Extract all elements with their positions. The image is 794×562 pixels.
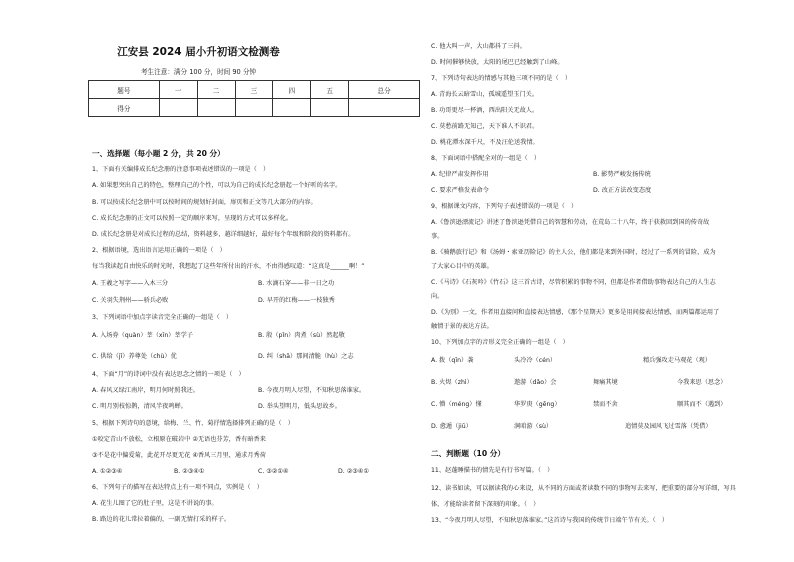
option-word: 顺其而不（遇到） bbox=[677, 401, 727, 408]
option-line: B. ②③④① bbox=[174, 468, 205, 475]
question-line: 3、下列词语中加点字读音完全正确的一组是（ ） bbox=[92, 314, 233, 321]
score-cell[interactable] bbox=[159, 99, 197, 117]
option-line: C. ③②①④ bbox=[258, 468, 289, 475]
question-line: 4、下面“月”的诗词中没有表达思念之情的一项是（ ） bbox=[92, 371, 245, 378]
option-word: 华罗庚（gēng） bbox=[514, 401, 561, 408]
score-header-cell: 总分 bbox=[349, 81, 420, 99]
option-line: A. ①②③④ bbox=[92, 468, 123, 475]
score-cell[interactable] bbox=[311, 99, 349, 117]
question-line: 5、根据下列诗句的意境，给梅、兰、竹、菊抒情选择排列正确的是（ ） bbox=[92, 420, 294, 427]
option-line: C. 关羽失荆州——骄兵必败 bbox=[92, 297, 169, 304]
option-line: B. 水滴石穿——非一日之功 bbox=[258, 280, 335, 287]
option-line: A. 拨（qīn）袭 bbox=[431, 357, 474, 364]
right-column bbox=[397, 0, 794, 562]
option-line: C.《马诗》《石灰吟》《竹石》这三首古诗，尽管积累的事物不同，但都是作者借助事物表达自己的人生志 bbox=[431, 279, 716, 286]
option-line: C. 懵（méng）懂 bbox=[431, 401, 482, 408]
score-table-score-row bbox=[89, 99, 420, 117]
score-cell[interactable] bbox=[273, 99, 311, 117]
option-line: C. 莫愁前路无知己，天下谁人不识君。 bbox=[431, 123, 539, 130]
score-header-cell: 题号 bbox=[89, 81, 160, 99]
option-line: D. 早开的红梅——一枝独秀 bbox=[258, 297, 335, 304]
question-line: 每当我读起自由快乐的时光时，我想起了这些年所付出的汗水，不由得感叹道：“这真是______啊！” bbox=[92, 263, 365, 270]
score-header-cell: 二 bbox=[197, 81, 235, 99]
option-line: B.《骑鹅旅行记》和《汤姆・索亚历险记》的主人公，他们都是来到外国时，经过了一系列的冒险，成为 bbox=[431, 249, 716, 256]
option-line: A. 入场券（quàn）莘（xīn）莘学子 bbox=[92, 332, 193, 339]
option-line: A. 花生儿图了它的肚子里，这是不讲说的事。 bbox=[92, 500, 218, 507]
question-line: B. 可以按成长纪念册中可以按时间的规划好封面，扉页和正文等几大部分的内容。 bbox=[92, 199, 317, 206]
option-line: 了大家心目中的英雄。 bbox=[431, 263, 493, 270]
score-header-cell: 五 bbox=[311, 81, 349, 99]
question-line: 7、下列诗句表达的情感与其他三项不同的是（ ） bbox=[431, 75, 572, 82]
option-line: D.《为别》一文，作者用直接问和直接表达情感，《那个星期天》更多是用间接表达情感，而两篇都运用了 bbox=[431, 309, 720, 316]
score-cell[interactable] bbox=[197, 99, 235, 117]
option-line: B. 影势严峻发扬传统 bbox=[593, 171, 651, 178]
question-line: 1、下面有关编排成长纪念册的注意事项表述错误的一项是（ ） bbox=[92, 166, 270, 173]
score-row-label: 得分 bbox=[89, 99, 160, 117]
option-word: 精兵强攻走马观花（观） bbox=[643, 357, 712, 364]
option-line: B. 殷（pǐn）肉煮（sù）然起敬 bbox=[258, 332, 345, 339]
option-word: 头冷冷（cén） bbox=[514, 357, 557, 364]
question-line: 6、下列句子的描写在表达特点上有一项不同点，实例是（ ） bbox=[92, 484, 263, 491]
section-heading-judge: 二、判断题（10 分） bbox=[431, 449, 505, 458]
score-header-cell: 三 bbox=[235, 81, 273, 99]
exam-notice: 考生注意：满分 100 分，时间 90 分钟 bbox=[140, 68, 257, 76]
option-line: B. 火烬（zhì） bbox=[431, 379, 473, 386]
question-line: 13、“今夜月明人尽望，不知秋思落谁家。”这首诗与我国的传统节日端午节有关。（ ） bbox=[431, 517, 669, 524]
question-line: 体，才能给读者留下深刻的印象。（ ） bbox=[431, 501, 540, 508]
option-line: D. 愈遁（jiū） bbox=[431, 423, 472, 430]
question-line: 8、下面词语中搭配全对的一组是（ ） bbox=[431, 155, 541, 162]
question-line: ③不是花中偏爱菊，此花开尽更无花 ④香风三月里，通求月秀荷 bbox=[92, 452, 266, 459]
section-heading-choice: 一、选择题（每小题 2 分，共 20 分） bbox=[92, 149, 225, 158]
question-line: C. 成长纪念册的正文可以按照一定的顺序来写，呈现的方式可以多样化。 bbox=[92, 215, 293, 222]
option-line: D. 纠（shā）那间清脆（hù）之志 bbox=[258, 353, 354, 360]
option-line: B. 路边的花儿常拉着偏的，一副无情打采的样子。 bbox=[92, 516, 231, 523]
option-line: A. 纪律严肃发挥作用 bbox=[431, 171, 489, 178]
question-line: 9、根据课文内容，下列句子表述错误的一项是（ ） bbox=[431, 203, 578, 210]
score-header-cell: 一 bbox=[159, 81, 197, 99]
option-line: C. 供给（jǐ）养尊处（chù）优 bbox=[92, 353, 177, 360]
score-table-header-row bbox=[89, 81, 420, 99]
option-word: 涧咱游（sù） bbox=[514, 423, 553, 430]
option-line: C. 要求严格发表命令 bbox=[431, 187, 489, 194]
question-line: 11、赵蓬睡描书的情先是有行书写篇。（ ） bbox=[431, 467, 554, 474]
question-line: 2、根据语境，选出语言运用正确的一项是（ ） bbox=[92, 247, 226, 254]
option-line: 向。 bbox=[431, 293, 444, 300]
question-line: A. 如果想突出自己的特色，整理自己的个性，可以为自己的成长纪念册起一个好听的名字。 bbox=[92, 182, 342, 189]
option-line: B. 功哥更尽一杯酒，西出阳关无故人。 bbox=[431, 107, 539, 114]
option-word: 禁而不舍 bbox=[593, 401, 618, 408]
option-line: D. 举头望明月，低头思故乡。 bbox=[258, 403, 341, 410]
question-line: 12、读书如读，可以据读我的心来设，从不同的方面或者读数不同的事物写去来写，把重要的部分写详细，写具 bbox=[431, 485, 736, 492]
option-line: A. 春风又绿江南岸，明月何时照我还。 bbox=[92, 387, 200, 394]
question-line: D. 成长纪念册是对成长过程的总结，资料越多，越详细越好，最好每个年级和阶段的资料都有。 bbox=[92, 231, 355, 238]
option-line: D. 改正方法改变态度 bbox=[593, 187, 652, 194]
option-line: 触情于景的表达方法。 bbox=[431, 323, 493, 330]
option-line: A. 王羲之写字——入木三分 bbox=[92, 280, 169, 287]
option-word: 舞痛其境 bbox=[593, 379, 618, 386]
score-header-cell: 四 bbox=[273, 81, 311, 99]
score-table bbox=[88, 80, 420, 117]
option-line: C. 他大叫一声，大山都抖了三抖。 bbox=[431, 43, 526, 50]
option-word: 遨游（dǎo）会 bbox=[514, 379, 557, 386]
option-line: A.《鲁滨逊漂流记》讲述了鲁滨逊凭借自己的智慧和劳动，在荒岛二十八年，终于获救回到国的传奇故 bbox=[431, 219, 710, 226]
score-cell[interactable] bbox=[235, 99, 273, 117]
option-line: 事。 bbox=[431, 233, 444, 240]
option-word: 追情莫及园风飞过雪落（凭借） bbox=[625, 423, 712, 430]
option-line: D. ②③④① bbox=[338, 468, 369, 475]
option-line: A. 青海长云暗雪山，孤城遥望玉门关。 bbox=[431, 91, 539, 98]
option-line: B. 今夜月明人尽望，不知秋思落谁家。 bbox=[258, 387, 366, 394]
option-word: 今我来思（思念） bbox=[677, 379, 727, 386]
question-line: 10、下列加点字的音形义完全正确的一组是（ ） bbox=[431, 339, 569, 346]
question-line: ①咬定青山不放松，立根原在破岩中 ②无语也芬芳，香有暗香来 bbox=[92, 436, 266, 443]
page-title: 江安县 2024 届小升初语文检测卷 bbox=[117, 46, 280, 58]
option-line: D. 桃花潭水深千尺，不及汪伦送我情。 bbox=[431, 139, 539, 146]
option-line: D. 时间催够快放，太阳的尾巴已经触到了山峰。 bbox=[431, 59, 564, 66]
option-line: C. 明月别枝惊鹊，清风半夜鸣蝉。 bbox=[92, 403, 187, 410]
